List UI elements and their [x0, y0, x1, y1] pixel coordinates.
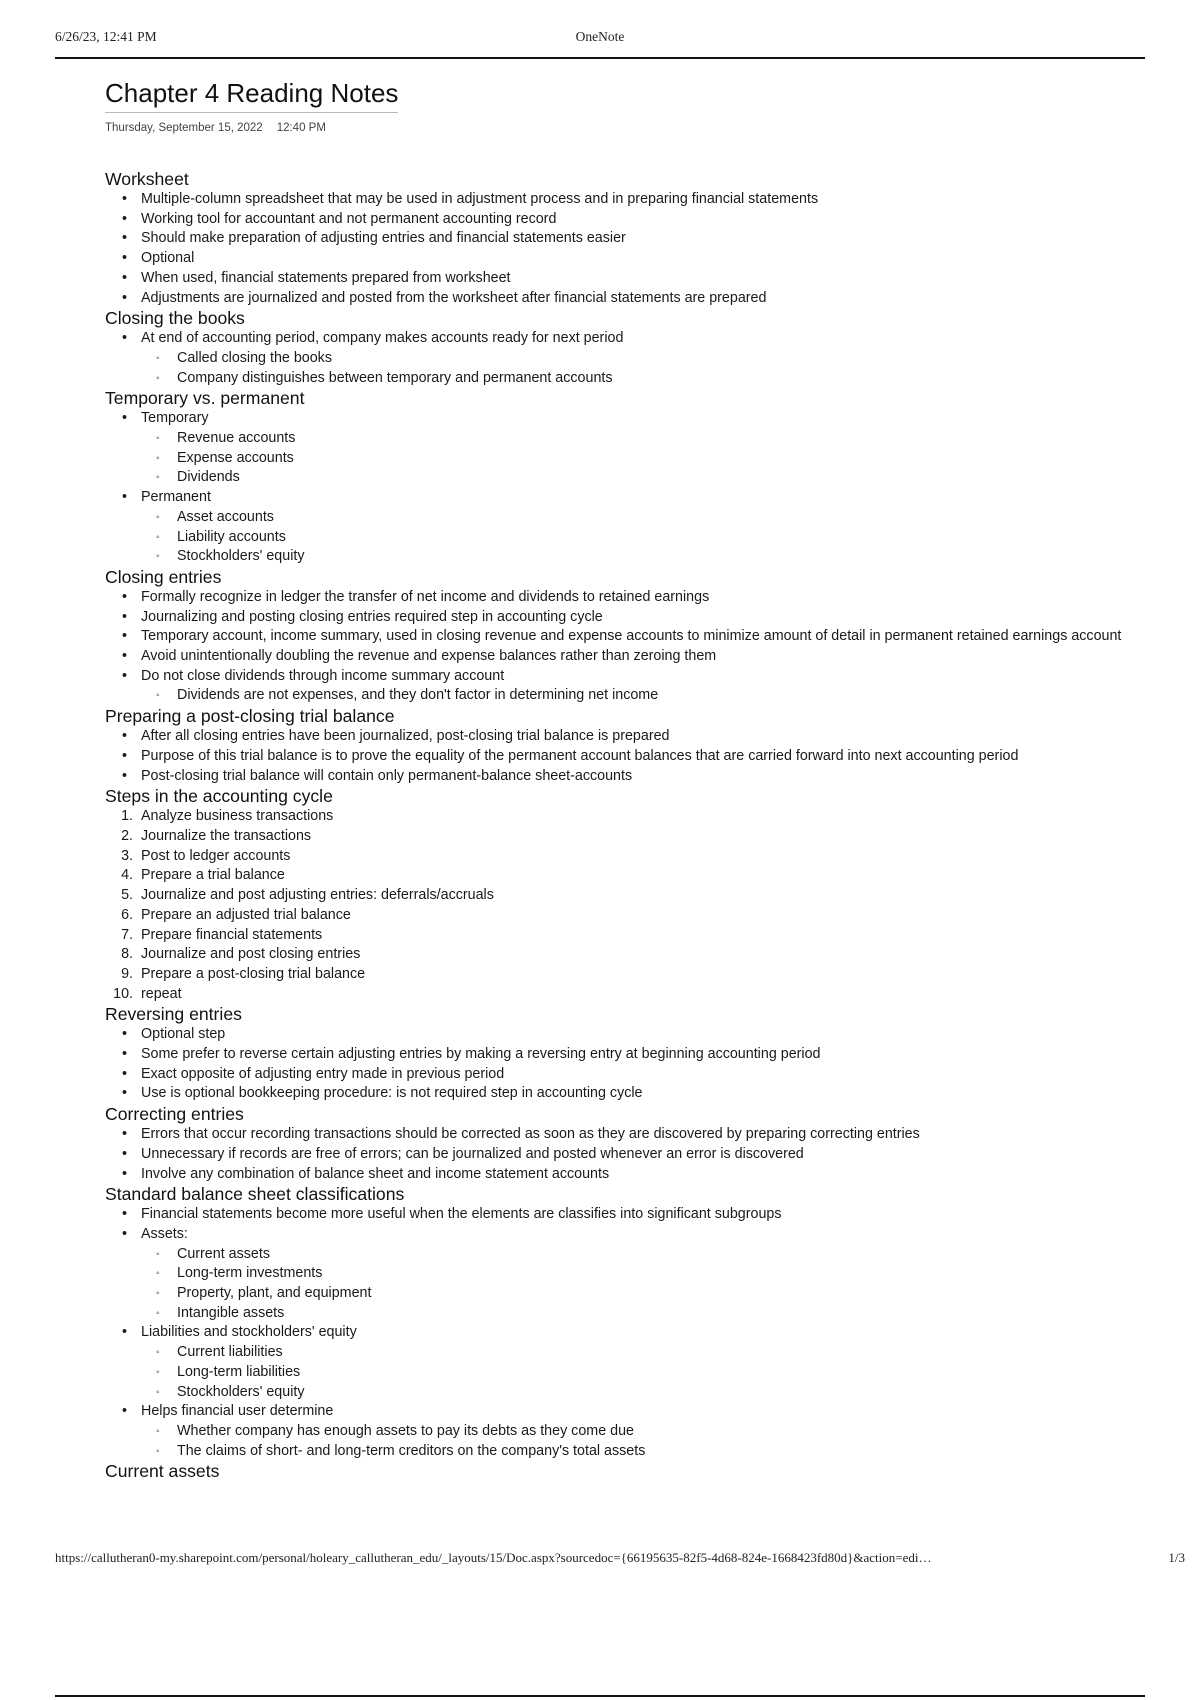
bullet-icon: •: [122, 728, 128, 745]
list-item: [105, 210, 1145, 230]
list-number: 10.: [113, 985, 133, 1002]
note-section: [105, 1104, 1145, 1184]
hollow-bullet-icon: ◦: [156, 1445, 160, 1457]
list-item: [105, 627, 1145, 647]
print-url: https://callutheran0-my.sharepoint.com/personal/holeary_callutheran_edu/_layouts/15/Doc.aspx?sourcedoc={66195635-82f5-4d68-824e-1668423fd80d}&action=edi…: [55, 1550, 932, 1565]
list-number: 1.: [121, 808, 133, 825]
list-number: 6.: [121, 906, 133, 923]
bullet-icon: •: [122, 1225, 128, 1242]
list-item-text[interactable]: Prepare a trial balance: [141, 867, 285, 884]
list-item-text[interactable]: Exact opposite of adjusting entry made in previous period: [141, 1065, 505, 1082]
list-item: [105, 945, 1145, 965]
bullet-icon: •: [122, 628, 128, 645]
hollow-bullet-icon: ◦: [156, 551, 160, 563]
bullet-list: [105, 190, 1145, 308]
list-item: [105, 329, 1145, 388]
list-item-text[interactable]: Journalize and post adjusting entries: deferrals/accruals: [141, 887, 494, 904]
sub-bullet-list: [141, 1343, 1145, 1402]
list-item: [105, 866, 1145, 886]
list-item-text[interactable]: Unnecessary if records are free of errors; can be journalized and posted whenever an error is discovered: [141, 1145, 804, 1162]
bullet-icon: •: [122, 1065, 128, 1082]
list-item: [105, 608, 1145, 628]
sub-list-item-text[interactable]: Current liabilities: [177, 1344, 283, 1361]
sub-list-item-text[interactable]: Long-term investments: [177, 1265, 323, 1282]
section-heading[interactable]: Correcting entries: [105, 1104, 244, 1125]
print-datetime: 6/26/23, 12:41 PM: [55, 29, 157, 44]
sub-list-item-text[interactable]: Stockholders' equity: [177, 1383, 305, 1400]
section-heading[interactable]: Reversing entries: [105, 1004, 242, 1025]
bullet-list: [105, 727, 1145, 786]
sub-list-item: [141, 349, 1145, 369]
hollow-bullet-icon: ◦: [156, 1347, 160, 1359]
section-heading[interactable]: Preparing a post-closing trial balance: [105, 706, 395, 727]
print-app-name: OneNote: [575, 29, 625, 44]
list-item-text[interactable]: Post-closing trial balance will contain only permanent-balance sheet-accounts: [141, 767, 633, 784]
list-item-text[interactable]: Journalize and post closing entries: [141, 946, 361, 963]
list-item: [105, 827, 1145, 847]
bullet-icon: •: [122, 269, 128, 286]
sub-list-item-text[interactable]: Expense accounts: [177, 449, 294, 466]
sub-bullet-list: [141, 349, 1145, 388]
hollow-bullet-icon: ◦: [156, 433, 160, 445]
list-item: [105, 1145, 1145, 1165]
list-item: [105, 1225, 1145, 1324]
sub-list-item: [141, 1304, 1145, 1324]
list-item: [105, 1402, 1145, 1461]
bullet-list: [105, 588, 1145, 706]
bullet-icon: •: [122, 1046, 128, 1063]
list-number: 2.: [121, 827, 133, 844]
bullet-list: [105, 409, 1145, 567]
list-item: [105, 190, 1145, 210]
list-item: [105, 1045, 1145, 1065]
sub-list-item: [141, 449, 1145, 469]
hollow-bullet-icon: ◦: [156, 1288, 160, 1300]
list-item-text[interactable]: Use is optional bookkeeping procedure: is not required step in accounting cycle: [141, 1085, 643, 1102]
bullet-icon: •: [122, 489, 128, 506]
list-item: [105, 926, 1145, 946]
sub-list-item: [141, 369, 1145, 389]
sub-list-item-text[interactable]: Property, plant, and equipment: [177, 1285, 372, 1302]
hollow-bullet-icon: ◦: [156, 1268, 160, 1280]
note-content[interactable]: [105, 169, 1145, 1482]
list-item-text[interactable]: Temporary: [141, 410, 209, 427]
print-header: [55, 27, 1145, 57]
bullet-list: [105, 329, 1145, 388]
list-item-text[interactable]: Multiple-column spreadsheet that may be used in adjustment process and in preparing financial statements: [141, 191, 819, 207]
list-item: [105, 1323, 1145, 1402]
list-item: [105, 847, 1145, 867]
section-heading[interactable]: Worksheet: [105, 169, 189, 189]
bullet-icon: •: [122, 210, 128, 227]
sub-list-item: [141, 528, 1145, 548]
list-item-text[interactable]: repeat: [141, 985, 182, 1002]
sub-bullet-list: [141, 1422, 1145, 1461]
sub-list-item: [141, 547, 1145, 567]
bullet-icon: •: [122, 747, 128, 764]
list-item-text[interactable]: Prepare an adjusted trial balance: [141, 906, 351, 923]
sub-list-item: [141, 1442, 1145, 1462]
hollow-bullet-icon: ◦: [156, 1386, 160, 1398]
sub-list-item-text[interactable]: Asset accounts: [177, 508, 274, 525]
sub-bullet-list: [141, 1245, 1145, 1324]
bullet-icon: •: [122, 648, 128, 665]
hollow-bullet-icon: ◦: [156, 372, 160, 384]
section-heading[interactable]: Current assets: [105, 1461, 220, 1482]
list-item: [105, 807, 1145, 827]
sub-list-item: [141, 1343, 1145, 1363]
list-item: [105, 1025, 1145, 1045]
sub-list-item: [141, 686, 1145, 706]
list-item: [105, 747, 1145, 767]
list-item-text[interactable]: After all closing entries have been journalized, post-closing trial balance is prepared: [141, 728, 670, 745]
page-timestamp: [105, 122, 1145, 134]
bullet-icon: •: [122, 330, 128, 347]
list-item-text[interactable]: Purpose of this trial balance is to prove the equality of the permanent account balances that are carried forward into next accounting period: [141, 747, 1019, 764]
sub-list-item: [141, 508, 1145, 528]
list-item: [105, 488, 1145, 567]
list-item-text[interactable]: Working tool for accountant and not permanent accounting record: [141, 210, 557, 227]
hollow-bullet-icon: ◦: [156, 1307, 160, 1319]
page-title[interactable]: Chapter 4 Reading Notes: [105, 78, 399, 108]
bullet-icon: •: [122, 767, 128, 784]
sub-list-item-text[interactable]: Current assets: [177, 1245, 270, 1262]
sub-list-item: [141, 1422, 1145, 1442]
list-item-text[interactable]: Permanent: [141, 489, 211, 506]
sub-list-item-text[interactable]: Liability accounts: [177, 528, 286, 545]
bullet-icon: •: [122, 410, 128, 427]
list-item-text[interactable]: Financial statements become more useful when the elements are classifies into significant subgroups: [141, 1206, 782, 1223]
bullet-icon: •: [122, 1026, 128, 1043]
list-item-text[interactable]: Helps financial user determine: [141, 1403, 334, 1420]
list-item-text[interactable]: Prepare financial statements: [141, 926, 323, 943]
list-item-text[interactable]: Avoid unintentionally doubling the revenue and expense balances rather than zeroing them: [141, 648, 717, 665]
sub-list-item-text[interactable]: Revenue accounts: [177, 430, 296, 447]
list-item-text[interactable]: Analyze business transactions: [141, 808, 334, 825]
list-item-text[interactable]: Post to ledger accounts: [141, 847, 291, 864]
bullet-icon: •: [122, 289, 128, 306]
list-item: [105, 229, 1145, 249]
list-item-text[interactable]: Adjustments are journalized and posted from the worksheet after financial statements are prepared: [141, 289, 767, 306]
sub-list-item: [141, 1363, 1145, 1383]
sub-bullet-list: [141, 429, 1145, 488]
bullet-icon: •: [122, 1126, 128, 1143]
bullet-icon: •: [122, 1403, 128, 1420]
bullet-icon: •: [122, 667, 128, 684]
sub-list-item: [141, 1264, 1145, 1284]
note-section: [105, 567, 1145, 706]
sub-list-item-text[interactable]: The claims of short- and long-term creditors on the company's total assets: [177, 1442, 646, 1459]
sub-list-item: [141, 468, 1145, 488]
bullet-icon: •: [122, 608, 128, 625]
sub-list-item: [141, 1383, 1145, 1403]
list-item: [105, 1125, 1145, 1145]
bullet-icon: •: [122, 250, 128, 267]
hollow-bullet-icon: ◦: [156, 690, 160, 702]
bullet-icon: •: [122, 588, 128, 605]
note-section: [105, 1184, 1145, 1461]
list-item-text[interactable]: When used, financial statements prepared from worksheet: [141, 269, 511, 286]
list-item: [105, 886, 1145, 906]
sub-list-item-text[interactable]: Company distinguishes between temporary and permanent accounts: [177, 369, 613, 386]
sub-list-item: [141, 429, 1145, 449]
header-divider: [55, 57, 1145, 59]
note-section: [105, 706, 1145, 786]
list-item-text[interactable]: At end of accounting period, company makes accounts ready for next period: [141, 330, 624, 347]
list-item: [105, 985, 1145, 1005]
sub-list-item-text[interactable]: Long-term liabilities: [177, 1363, 301, 1380]
list-item: [105, 647, 1145, 667]
sub-list-item: [141, 1245, 1145, 1265]
list-item-text[interactable]: Formally recognize in ledger the transfer of net income and dividends to retained earnings: [141, 588, 710, 605]
hollow-bullet-icon: ◦: [156, 352, 160, 364]
list-item-text[interactable]: Liabilities and stockholders' equity: [141, 1324, 357, 1341]
list-item: [105, 409, 1145, 488]
section-heading[interactable]: Closing the books: [105, 308, 245, 329]
section-heading[interactable]: Standard balance sheet classifications: [105, 1184, 405, 1205]
list-item: [105, 767, 1145, 787]
sub-bullet-list: [141, 686, 1145, 706]
bullet-icon: •: [122, 191, 128, 207]
hollow-bullet-icon: ◦: [156, 1425, 160, 1437]
note-section: [105, 1004, 1145, 1104]
hollow-bullet-icon: ◦: [156, 472, 160, 484]
list-item: [105, 667, 1145, 706]
list-item-text[interactable]: Prepare a post-closing trial balance: [141, 965, 366, 982]
list-item-text[interactable]: Journalize the transactions: [141, 827, 312, 844]
list-number: 4.: [121, 867, 133, 884]
page-time: 12:40 PM: [276, 122, 326, 134]
list-item-text[interactable]: Temporary account, income summary, used in closing revenue and expense accounts to minimize amount of detail in permanent retained earnings account: [141, 628, 1122, 645]
note-section: [105, 388, 1145, 567]
list-number: 5.: [121, 887, 133, 904]
list-item-text[interactable]: Errors that occur recording transactions should be corrected as soon as they are discovered by preparing correcting entries: [141, 1126, 920, 1143]
list-item-text[interactable]: Should make preparation of adjusting entries and financial statements easier: [141, 230, 626, 247]
list-item: [105, 906, 1145, 926]
list-number: 8.: [121, 946, 133, 963]
section-heading[interactable]: Closing entries: [105, 566, 222, 587]
list-item: [105, 249, 1145, 269]
bullet-icon: •: [122, 230, 128, 247]
list-item-text[interactable]: Optional: [141, 250, 195, 267]
hollow-bullet-icon: ◦: [156, 511, 160, 523]
list-item-text[interactable]: Assets:: [141, 1225, 188, 1242]
bullet-icon: •: [122, 1165, 128, 1182]
list-number: 9.: [121, 965, 133, 982]
section-heading[interactable]: Steps in the accounting cycle: [105, 786, 333, 807]
bullet-list: [105, 1125, 1145, 1184]
hollow-bullet-icon: ◦: [156, 452, 160, 464]
page-date: Thursday, September 15, 2022: [105, 122, 263, 134]
sub-list-item-text[interactable]: Dividends: [177, 469, 240, 486]
bullet-icon: •: [122, 1145, 128, 1162]
note-section: [105, 1461, 1145, 1482]
list-item-text[interactable]: Involve any combination of balance sheet and income statement accounts: [141, 1165, 610, 1182]
sub-list-item-text[interactable]: Intangible assets: [177, 1304, 285, 1321]
bullet-icon: •: [122, 1206, 128, 1223]
bullet-list: [105, 1205, 1145, 1461]
footer-divider: [55, 1695, 1145, 1697]
list-item-text[interactable]: Optional step: [141, 1026, 226, 1043]
list-item: [105, 588, 1145, 608]
sub-list-item-text[interactable]: Dividends are not expenses, and they don't factor in determining net income: [177, 687, 659, 704]
list-item: [105, 269, 1145, 289]
bullet-icon: •: [122, 1085, 128, 1102]
page-title-container: [105, 75, 398, 113]
numbered-list: [105, 807, 1145, 1004]
list-number: 3.: [121, 847, 133, 864]
list-item: [105, 1205, 1145, 1225]
list-item-text[interactable]: Some prefer to reverse certain adjusting entries by making a reversing entry at beginning accounting period: [141, 1046, 821, 1063]
hollow-bullet-icon: ◦: [156, 1248, 160, 1260]
sub-list-item-text[interactable]: Whether company has enough assets to pay its debts as they come due: [177, 1422, 634, 1439]
bullet-icon: •: [122, 1324, 128, 1341]
list-item: [105, 1065, 1145, 1085]
sub-list-item-text[interactable]: Stockholders' equity: [177, 548, 305, 565]
sub-list-item: [141, 1284, 1145, 1304]
sub-list-item-text[interactable]: Called closing the books: [177, 349, 332, 366]
print-page-number: 1/3: [1168, 1550, 1185, 1565]
sub-bullet-list: [141, 508, 1145, 567]
note-section: [105, 308, 1145, 388]
note-section: [105, 169, 1145, 308]
list-item: [105, 965, 1145, 985]
list-item-text[interactable]: Journalizing and posting closing entries required step in accounting cycle: [141, 608, 603, 625]
note-section: [105, 786, 1145, 1004]
bullet-list: [105, 1025, 1145, 1104]
list-item: [105, 727, 1145, 747]
list-item: [105, 1084, 1145, 1104]
note-page: [105, 75, 1145, 1482]
hollow-bullet-icon: ◦: [156, 1366, 160, 1378]
list-number: 7.: [121, 926, 133, 943]
section-heading[interactable]: Temporary vs. permanent: [105, 388, 305, 409]
list-item: [105, 289, 1145, 309]
list-item: [105, 1165, 1145, 1185]
list-item-text[interactable]: Do not close dividends through income summary account: [141, 667, 505, 684]
hollow-bullet-icon: ◦: [156, 531, 160, 543]
